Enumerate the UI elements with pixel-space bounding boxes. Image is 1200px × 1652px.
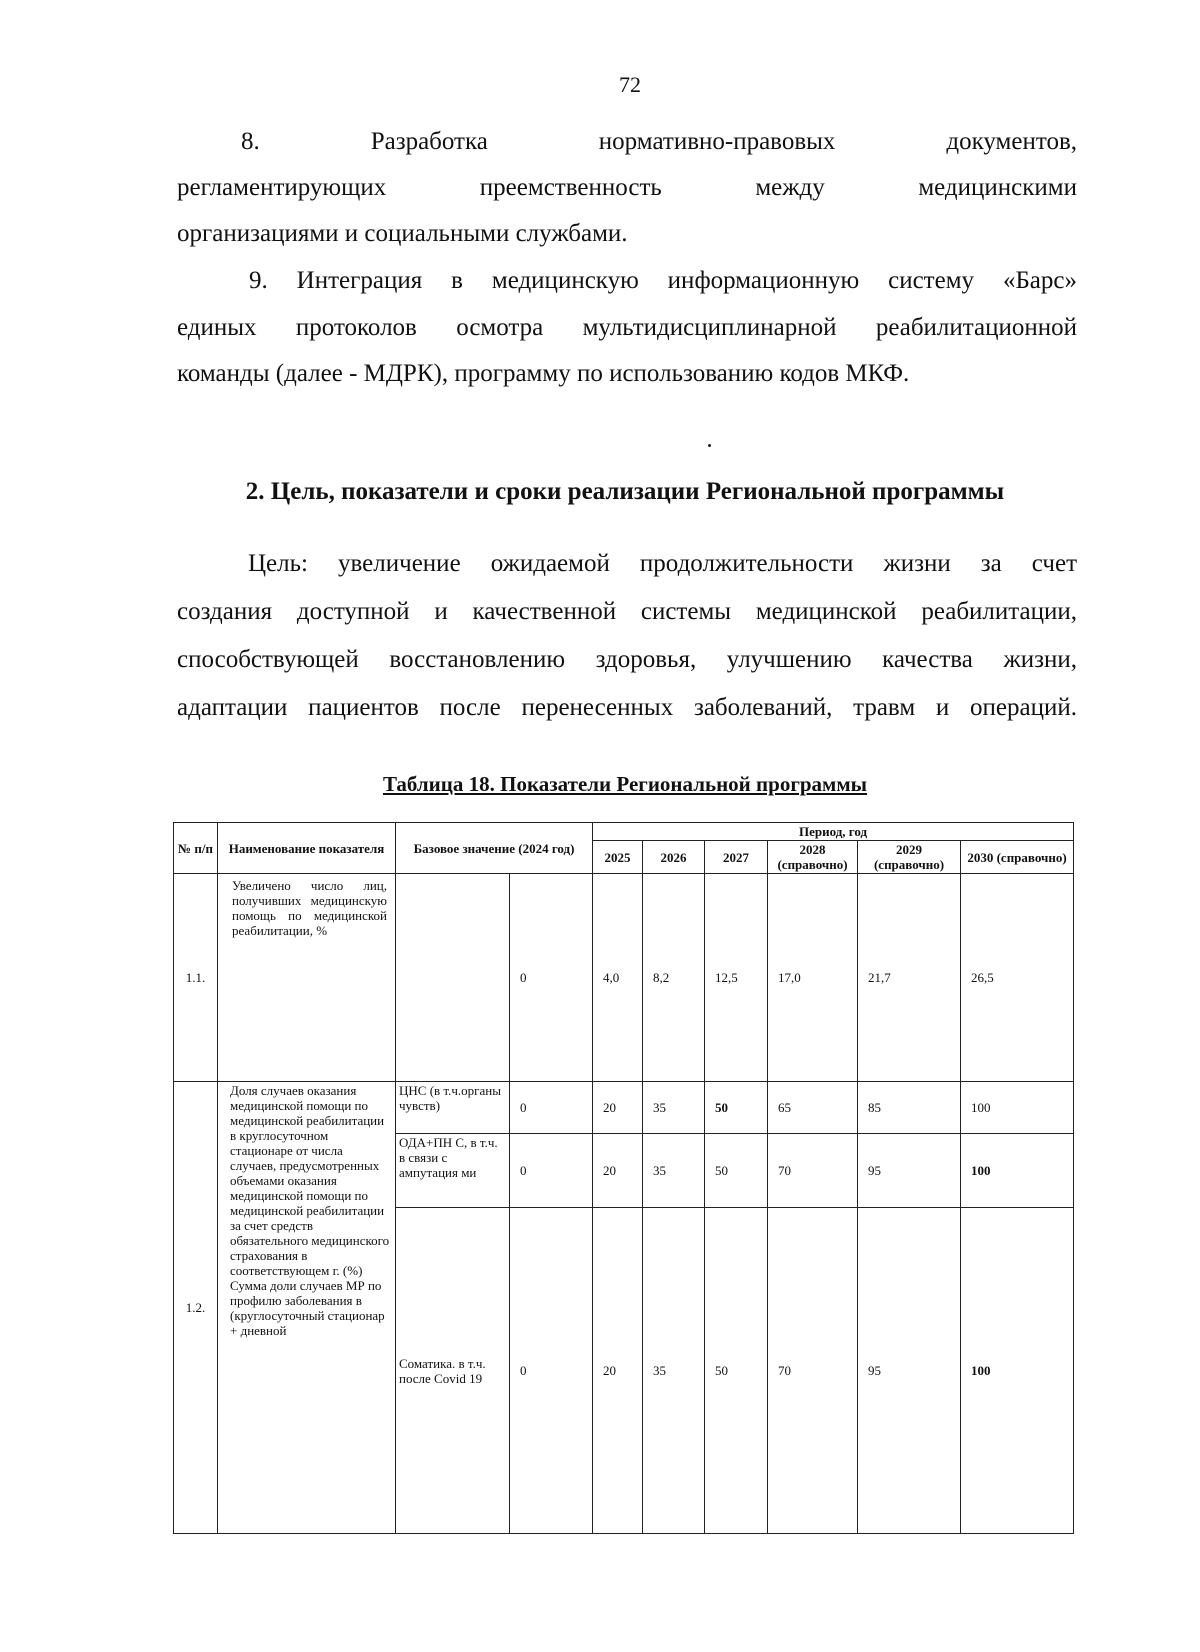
row-value: 70 xyxy=(768,1208,858,1534)
row-value: 26,5 xyxy=(961,874,1074,1082)
header-year: 2027 xyxy=(705,841,768,874)
row-value: 21,7 xyxy=(858,874,961,1082)
table-row xyxy=(174,874,1074,1082)
row-value: 35 xyxy=(643,1082,705,1134)
paragraph-9-line-3: команды (далее - МДРК), программу по использованию кодов МКФ. xyxy=(177,360,910,387)
section-heading: 2. Цель, показатели и сроки реализации Региональной программы xyxy=(245,478,1005,505)
table-header-row-1 xyxy=(174,823,1074,841)
row-value: 50 xyxy=(705,1082,768,1134)
row-value: 20 xyxy=(593,1134,643,1208)
indicators-table xyxy=(173,822,1074,1534)
paragraph-8-line-1: 8. Разработка нормативно-правовых документов, xyxy=(241,128,1077,155)
goal-line-3: способствующей восстановлению здоровья, улучшению качества жизни, xyxy=(177,646,1077,673)
row-value: 35 xyxy=(643,1208,705,1534)
page-number: 72 xyxy=(619,72,641,97)
header-year: 2029 (справочно) xyxy=(858,841,961,874)
row-value: 20 xyxy=(593,1208,643,1534)
row-value: 85 xyxy=(858,1082,961,1134)
goal-line-2: создания доступной и качественной системы медицинской реабилитации, xyxy=(177,598,1077,625)
row-base-value: 0 xyxy=(510,1208,593,1534)
goal-line-4: адаптации пациентов после перенесенных заболеваний, травм и операций. xyxy=(177,694,1077,721)
row-value: 17,0 xyxy=(768,874,858,1082)
row-base-value: 0 xyxy=(510,874,593,1082)
row-value: 12,5 xyxy=(705,874,768,1082)
row-value: 8,2 xyxy=(643,874,705,1082)
row-base-label: Соматика. в т.ч. после Covid 19 xyxy=(396,1208,510,1534)
scan-speck xyxy=(708,444,711,447)
row-indicator-name: Доля случаев оказания медицинской помощи по медицинской реабилитации в круглосуточном стационаре от числа случаев, предусмотренных объемами оказания медицинской помощи по медицинской реабилитации за счет средств обязательного медицинского страхования в соответствующем г. (%) Сумма доли случаев МР по профилю заболевания в (круглосуточный стационар + дневной xyxy=(218,1082,396,1534)
row-number: 1.1. xyxy=(174,874,218,1082)
row-base-label: ЦНС (в т.ч.органы чувств) xyxy=(396,1082,510,1134)
row-value: 4,0 xyxy=(593,874,643,1082)
row-value: 100 xyxy=(961,1208,1074,1534)
paragraph-8-line-3: организациями и социальными службами. xyxy=(177,220,628,247)
header-num: № п/п xyxy=(174,823,218,874)
row-base-value: 0 xyxy=(510,1134,593,1208)
row-number: 1.2. xyxy=(174,1082,218,1534)
header-name: Наименование показателя xyxy=(218,823,396,874)
row-value: 95 xyxy=(858,1134,961,1208)
header-period: Период, год xyxy=(593,823,1074,841)
header-year: 2030 (справочно) xyxy=(961,841,1074,874)
row-value: 65 xyxy=(768,1082,858,1134)
paragraph-9-line-2: единых протоколов осмотра мультидисциплинарной реабилитационной xyxy=(177,314,1077,341)
header-base: Базовое значение (2024 год) xyxy=(396,823,593,874)
row-value: 20 xyxy=(593,1082,643,1134)
row-value: 95 xyxy=(858,1208,961,1534)
paragraph-8-line-2: регламентирующих преемственность между медицинскими xyxy=(177,174,1077,201)
paragraph-9-line-1: 9. Интеграция в медицинскую информационную систему «Барс» xyxy=(249,267,1077,294)
header-year: 2026 xyxy=(643,841,705,874)
table-row xyxy=(174,1082,1074,1134)
row-base-label: ОДА+ПН С, в т.ч. в связи с ампутация ми xyxy=(396,1134,510,1208)
row-indicator-name: Увеличено число лиц, получивших медицинскую помощь по медицинской реабилитации, % xyxy=(218,874,396,1082)
row-value: 50 xyxy=(705,1208,768,1534)
row-value: 50 xyxy=(705,1134,768,1208)
row-value: 35 xyxy=(643,1134,705,1208)
row-base-label xyxy=(396,874,510,1082)
goal-line-1: Цель: увеличение ожидаемой продолжительности жизни за счет xyxy=(248,550,1077,577)
header-year: 2025 xyxy=(593,841,643,874)
row-value: 100 xyxy=(961,1134,1074,1208)
table-caption: Таблица 18. Показатели Региональной программы xyxy=(382,772,868,796)
header-year: 2028 (справочно) xyxy=(768,841,858,874)
row-value: 100 xyxy=(961,1082,1074,1134)
row-value: 70 xyxy=(768,1134,858,1208)
row-base-value: 0 xyxy=(510,1082,593,1134)
